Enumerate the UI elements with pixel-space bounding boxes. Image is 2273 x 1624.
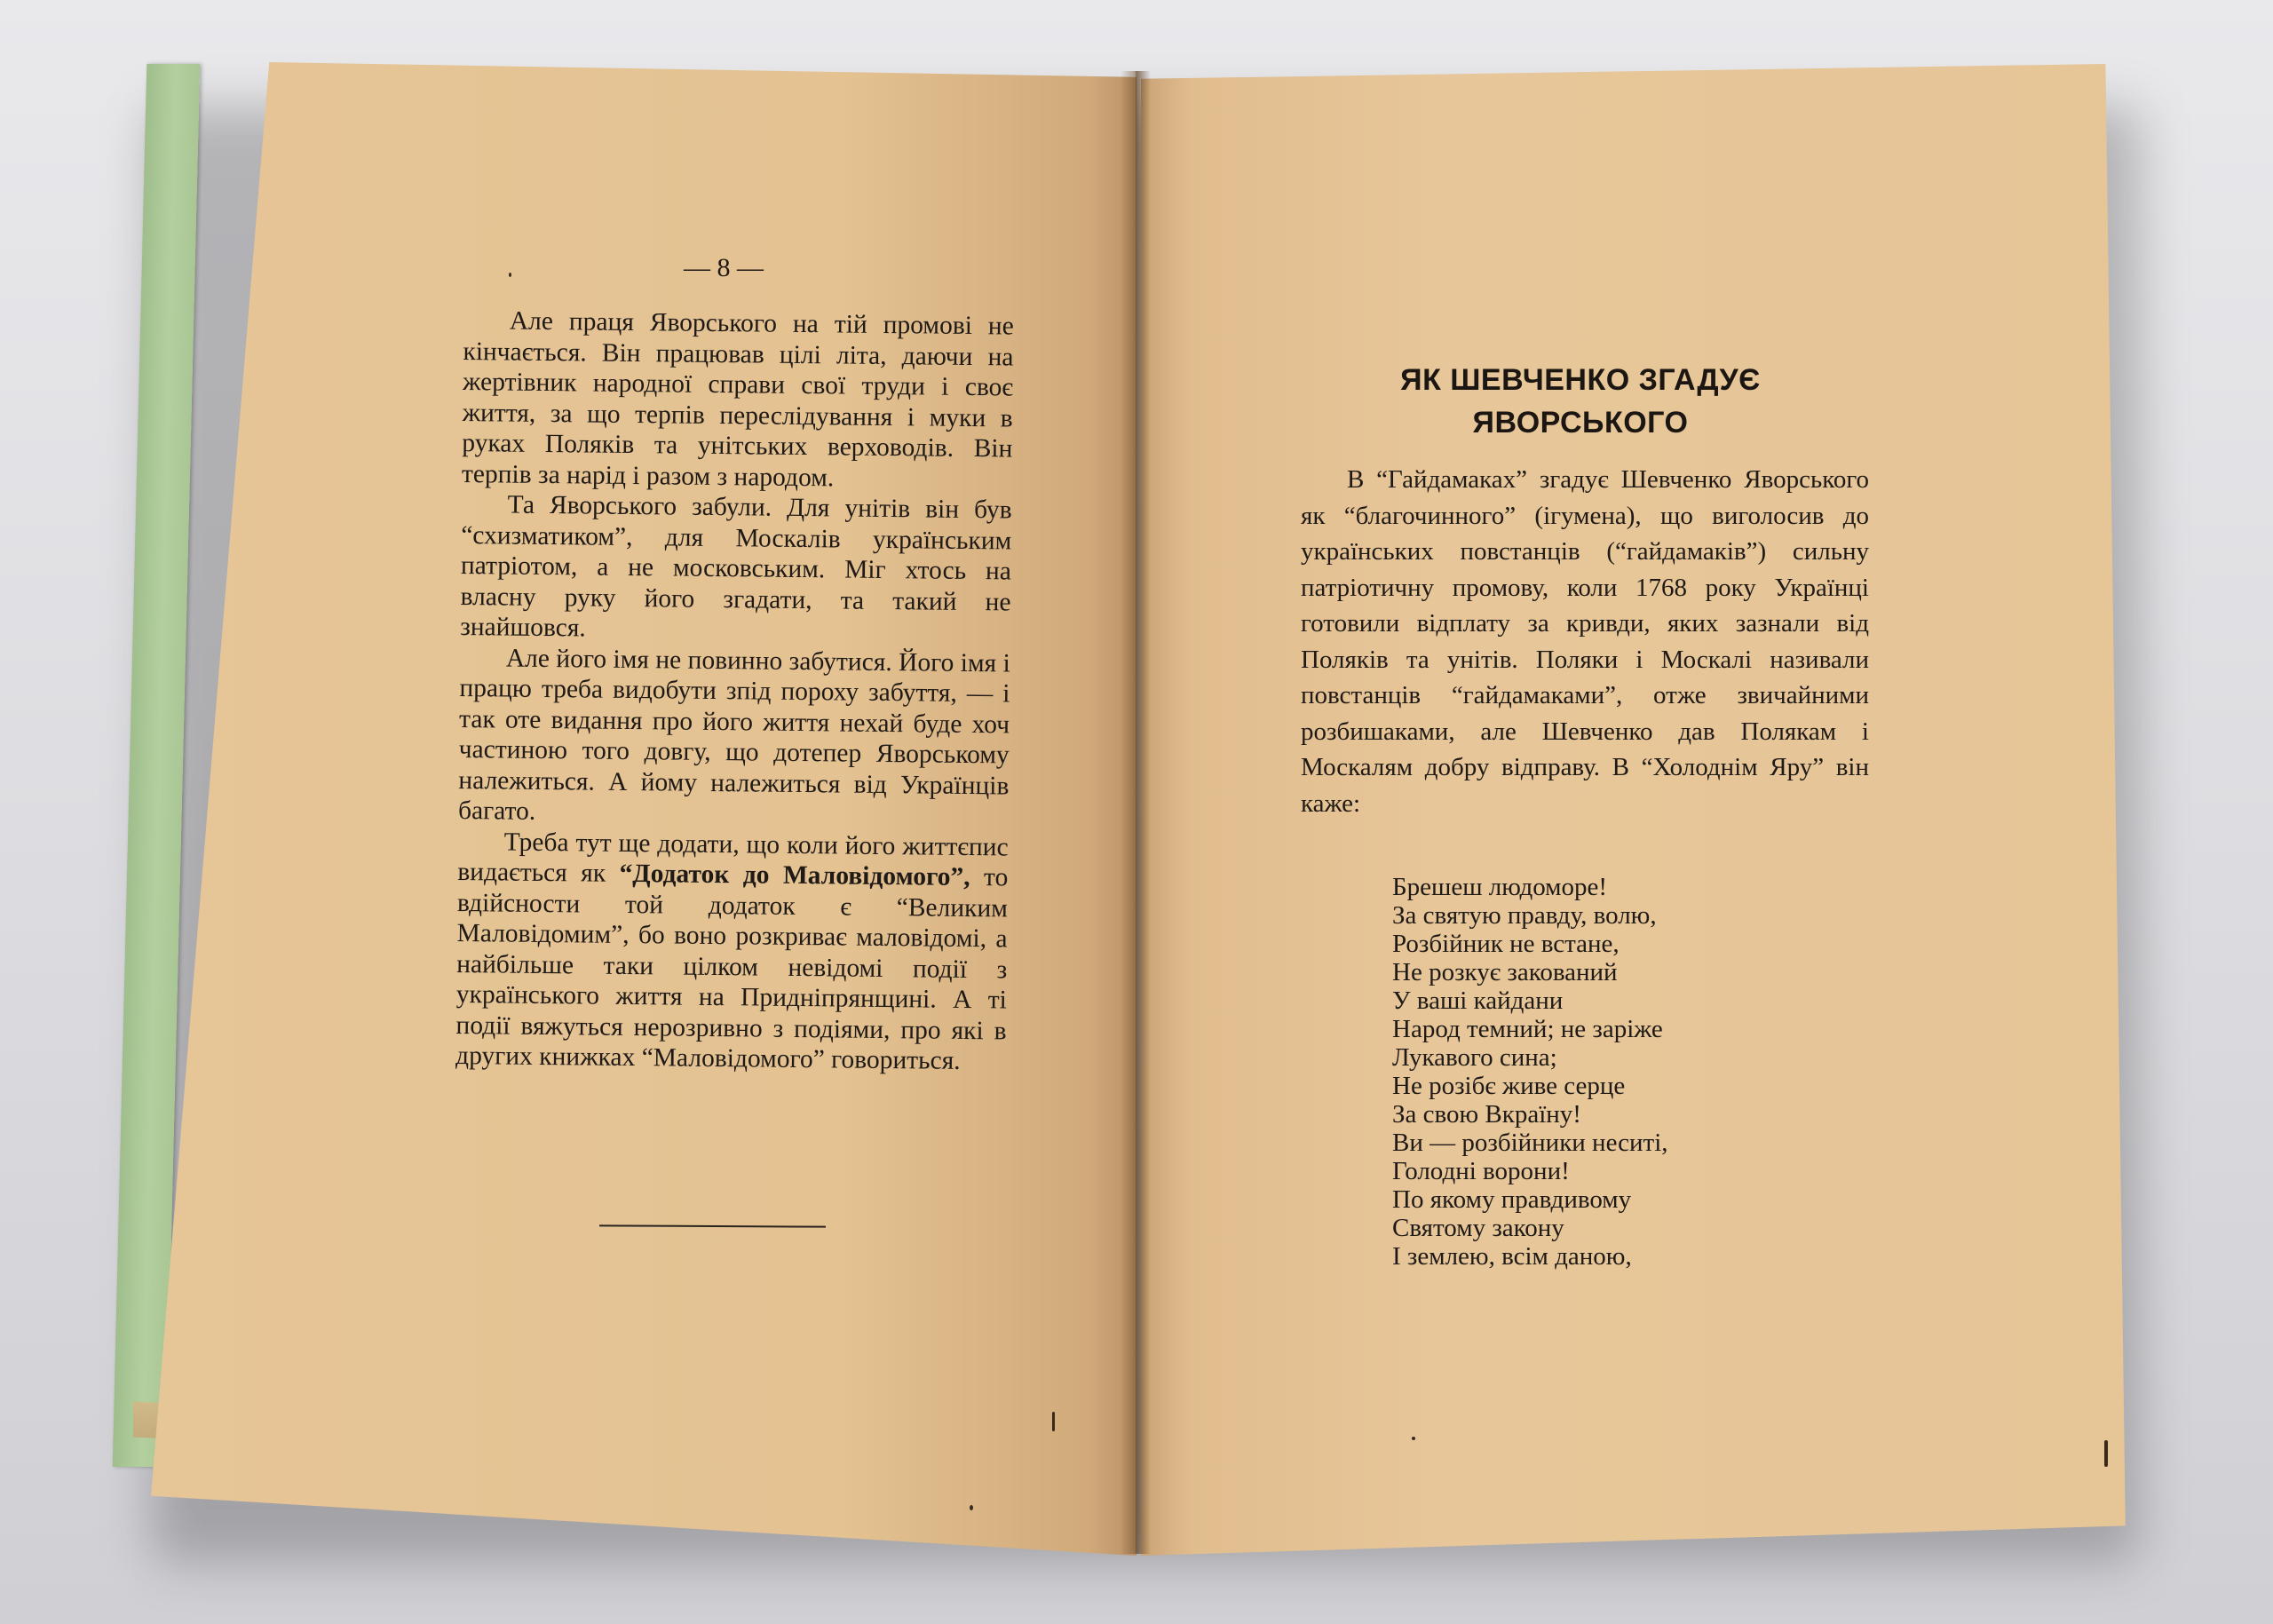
paper-speck	[509, 273, 511, 277]
poem-line: І землею, всім даною,	[1392, 1242, 1632, 1271]
text-run: Та Яворського забули. Для унітів він був “схизматиком”, для Москалів українським патріотом, а не московським. Міг хтось на власну руку його згадати, та такий не знайшовся.	[460, 490, 1012, 643]
paragraph: В “Гайдамаках” згадує Шевченко Яворського як “благочинного” (ігумена), що виголосив до українських повстанців (“гайдамаків”) сильну патріотичну промову, коли 1768 року Українці готовили відплату за кривди, яких зазнали від Поляків та унітів. Поляки і Москалі називали повстанців “гайдамаками”, отже звичайними розбишаками, але Шевченко дав Полякам і Москалям добру відправу. В “Холоднім Яру” він каже:	[1301, 465, 1869, 818]
paper-speck	[1052, 1412, 1055, 1431]
poem-line: Розбійник не встане,	[1392, 930, 1620, 958]
chapter-title-line-2: ЯВОРСЬКОГО	[1472, 406, 1689, 440]
poem-line: За свою Вкраїну!	[1392, 1100, 1581, 1129]
poem-line: За святую правду, волю,	[1392, 901, 1657, 930]
text-run: Треба тут ще додати, що коли його життєпис видається як	[457, 828, 1009, 888]
paragraph	[460, 489, 1012, 648]
text-run: то вдійсности той додаток є “Великим Маловідомим”, бо воно розкриває маловідомі, а найбільше таки цілком невідомі події з українського життя на Придніпрянщині. А ті події вяжуться нерозривно з подіями, про які в других книжках “Маловідомого” говориться.	[455, 863, 1009, 1075]
text-run: Але праця Яворського на тій промові не кінчається. Він працював цілі літа, даючи на жертівник народної справи свої труди і своє життя, за що терпів переслідування і муки в руках Поляків та унітських верховодів. Він терпів за нарід і разом з народом.	[461, 306, 1014, 492]
paragraph	[455, 826, 1009, 1076]
page-number: — 8 —	[684, 253, 764, 282]
poem-line: Лукавого сина;	[1392, 1043, 1557, 1072]
right-page-body	[1301, 462, 1869, 821]
chapter-title	[1296, 359, 1865, 444]
poem-line: Святому закону	[1392, 1214, 1564, 1242]
book-gutter	[1121, 71, 1151, 1554]
text-run: Але його імя не повинно забутися. Його імя і працю треба видобути зпід пороху забуття, — і так оте видання про його життя нехай буде хоч частиною того довгу, що дотепер Яворському належиться. А йому належиться від Українців багато.	[457, 644, 1010, 826]
paper-speck	[970, 1505, 973, 1510]
paragraph	[462, 305, 1014, 495]
poem-line: Ви — розбійники неситі,	[1392, 1129, 1668, 1157]
poem-line: Народ темний; не заріже	[1392, 1015, 1663, 1043]
bold-text: “Додаток до Маловідомого”,	[619, 859, 970, 892]
poem-line: Брешеш людоморе!	[1392, 873, 1608, 901]
paper-speck	[1412, 1437, 1415, 1440]
paper-speck	[2104, 1440, 2108, 1467]
poem-quote	[1392, 873, 1854, 1271]
poem-line: Не розібє живе серце	[1392, 1072, 1626, 1100]
left-page-body	[455, 305, 1014, 1077]
poem-line: Не розкує закований	[1392, 958, 1618, 986]
poem-line: Голодні ворони!	[1392, 1157, 1570, 1185]
paragraph	[458, 642, 1010, 831]
chapter-title-line-1: ЯК ШЕВЧЕНКО ЗГАДУЄ	[1400, 363, 1761, 397]
poem-line: У ваші кайдани	[1392, 986, 1564, 1015]
poem-line: По якому правдивому	[1392, 1185, 1632, 1214]
